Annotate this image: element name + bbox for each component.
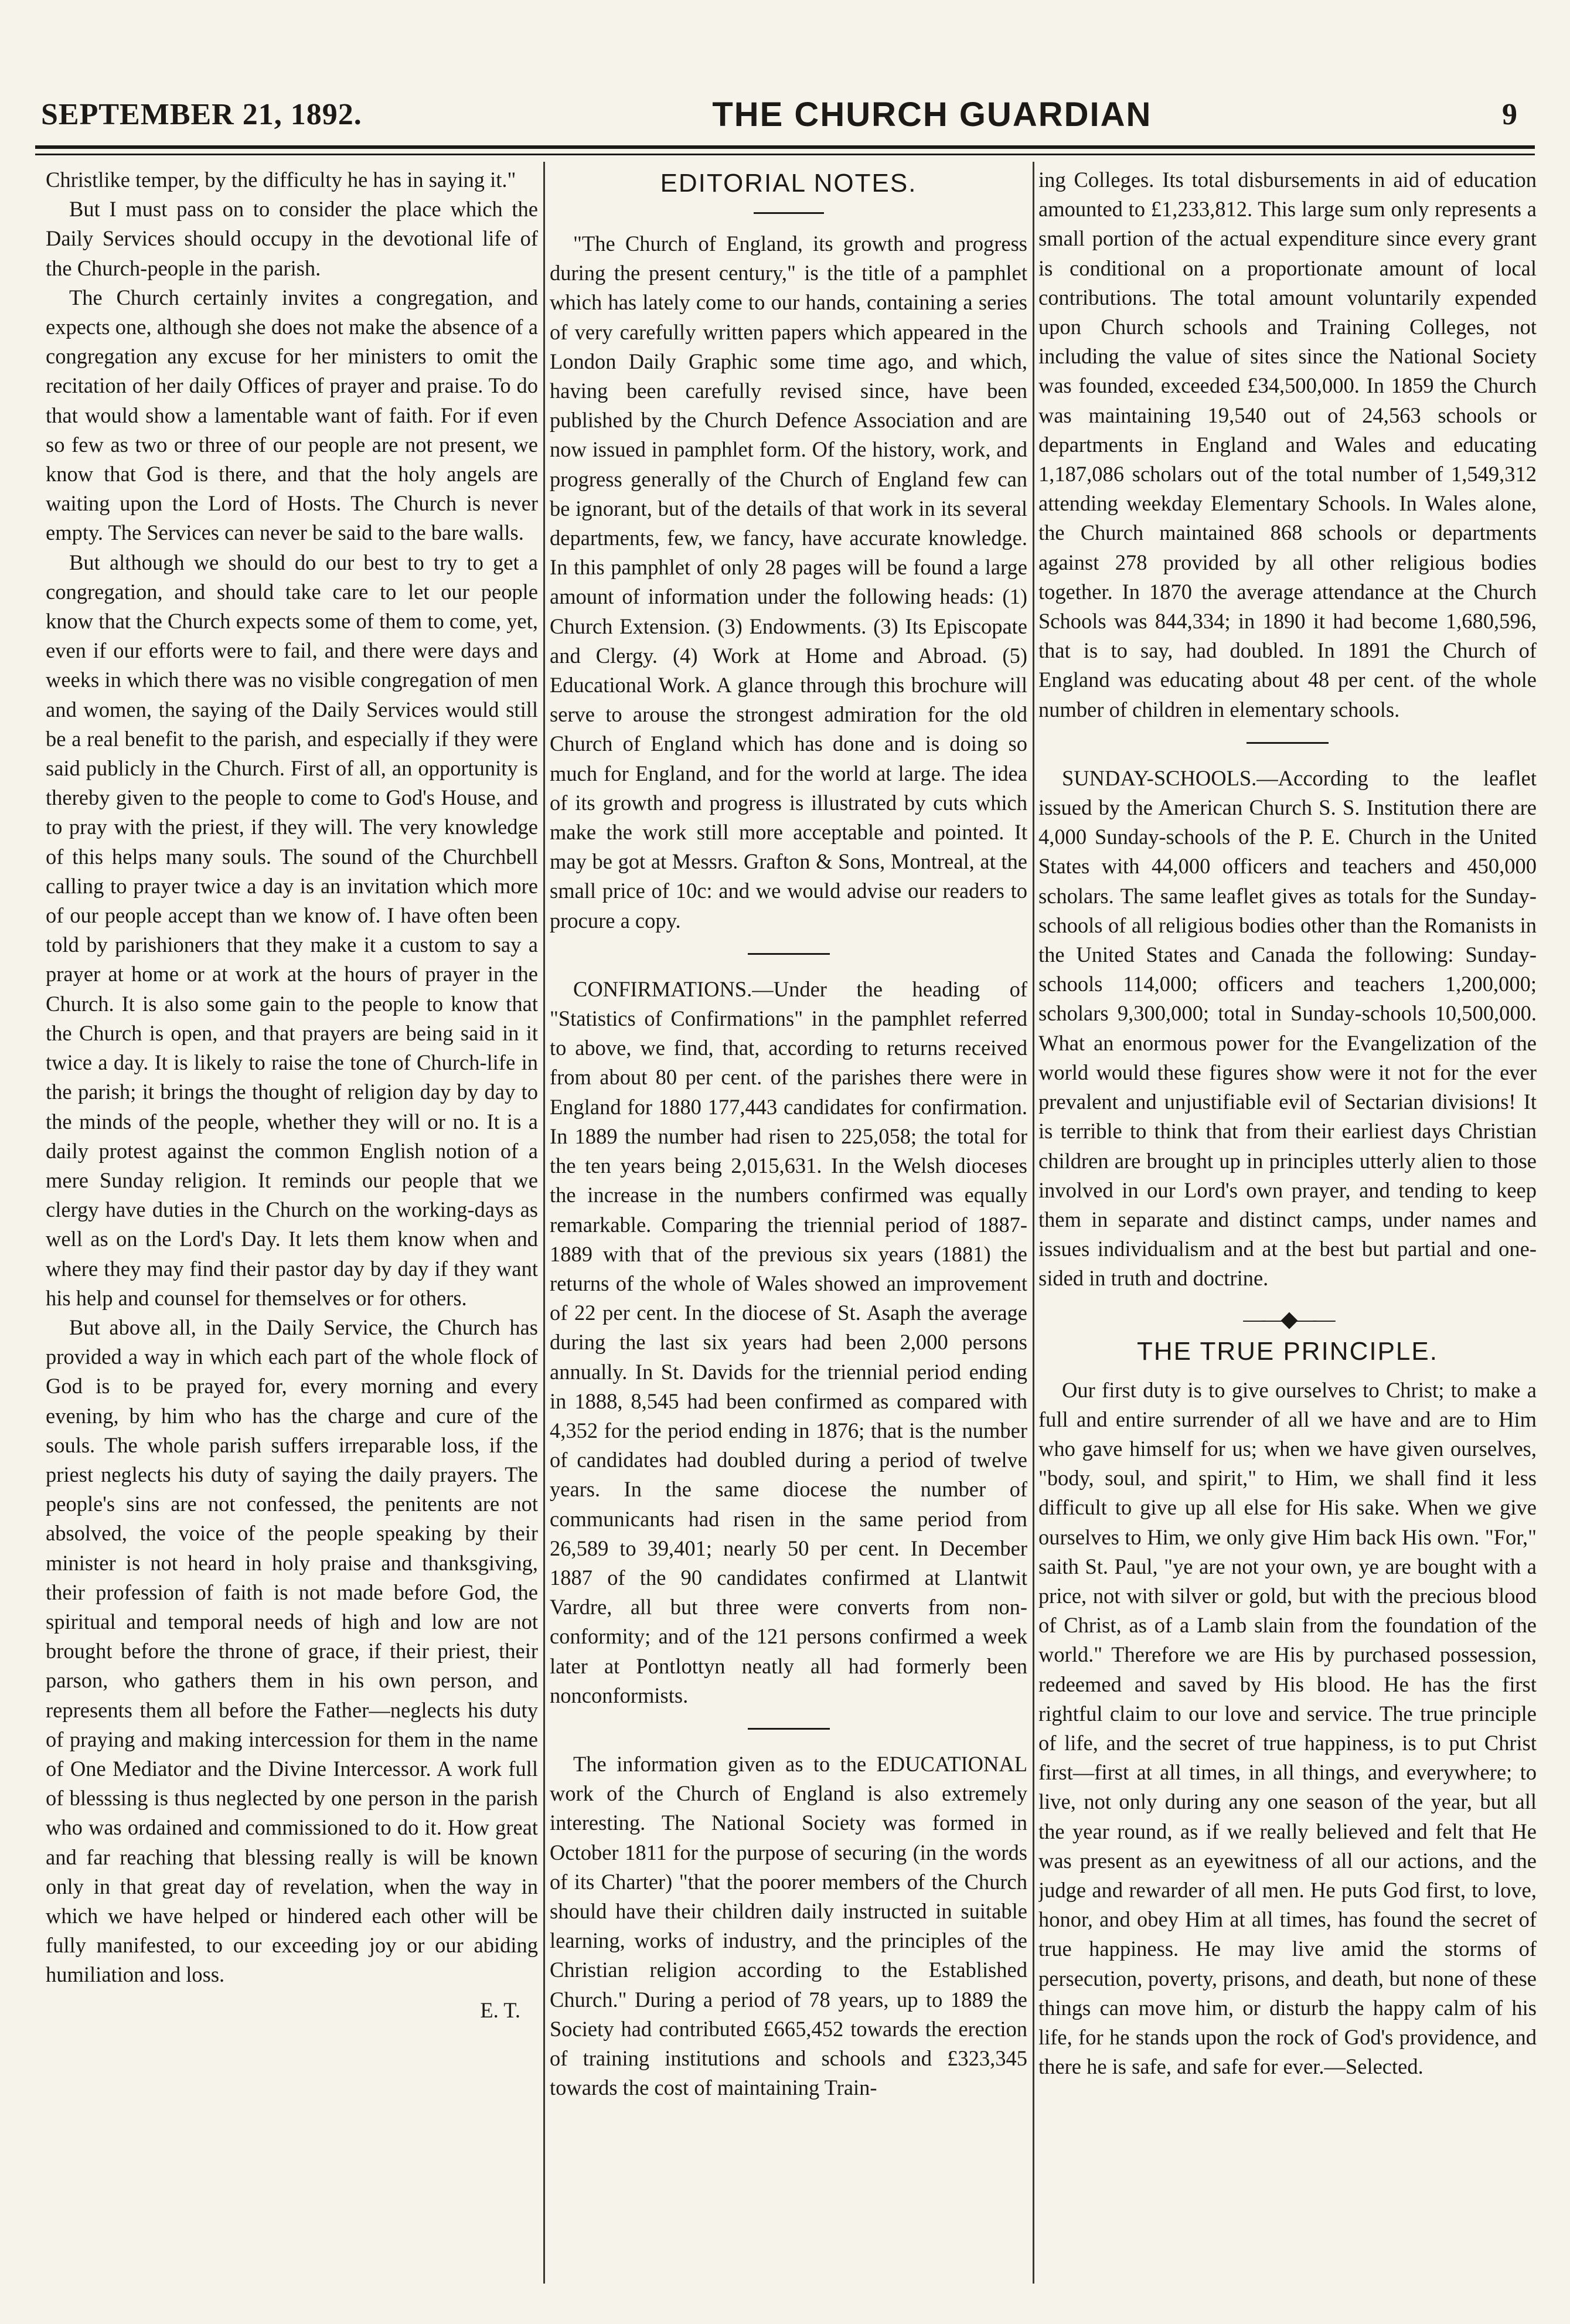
ornament-divider: ——◆——: [1243, 1306, 1332, 1332]
section-divider: [1247, 742, 1329, 744]
article-paragraph: ing Colleges. Its total disbursements in aid of education amounted to £1,233,812. This large sum only represents a small portion of the actual expenditure since every grant is conditional on a proportionate amount of local contributions. The total amount voluntarily expended upon Church schools and Training Colleges, not including the value of sites since the National Society was founded, exceeded £34,500,000. In 1859 the Church was maintaining 19,540 out of 24,563 schools or departments in England and Wales and educating 1,187,086 scholars out of the total number of 1,549,312 attending weekday Elementary Schools. In Wales alone, the Church maintained 868 schools or departments against 278 provided by all other religious bodies together. In 1870 the average attendance at the Church Schools was 844,334; in 1890 it had become 1,680,596, that is to say, had doubled. In 1891 the Church of England was educating about 48 per cent. of the whole number of children in elementary schools.: [1038, 168, 1537, 722]
article-paragraph: But I must pass on to consider the place which the Daily Services should occupy in the devotional life of the Church-people in the parish.: [46, 197, 538, 280]
article-paragraph: But above all, in the Daily Service, the Church has provided a way in which each part of the whole flock of God is to be prayed for, every morning and every evening, by him who has the charge and cure of the souls. The whole parish suffers irreparable loss, if the priest neglects his duty of saying the daily prayers. The people's sins are not confessed, the penitents are not absolved, the voice of the people speaking by their minister is not heard in holy praise and thanksgiving, their profession of faith is not made before God, the spiritual and temporal needs of high and low are not brought before the throne of grace, if their priest, their parson, who gathers them in his own person, and represents them all before the Father—neglects his duty of praying and making intercession for them in the name of One Mediator and the Divine Intercessor. A work full of blesssing is thus neglected by one person in the parish who was ordained and commissioned to do it. How great and far reaching that blessing really is will be known only in that great day of revelation, when the way in which we have helped or hindered each other will be fully manifested, to our exceeding joy or our abiding humiliation and loss.: [46, 1315, 538, 1987]
heading-rule: [754, 212, 824, 214]
page-number: 9: [1501, 97, 1517, 131]
column-left: [46, 165, 538, 2269]
editorial-paragraph: "The Church of England, its growth and progress during the present century," is the title of a pamphlet which has lately come to our hands, containing a series of very carefully written papers which appeared in the London Daily Graphic some time ago, and which, having been carefully revised since, have been published by the Church Defence Association and are now issued in pamphlet form. Of the history, work, and progress generally of the Church of England few can be ignorant, but of the details of that work in its several departments, few, we fancy, have accurate knowledge. In this pamphlet of only 28 pages will be found a large amount of information under the following heads: (1) Church Extension. (3) Endowments. (3) Its Episcopate and Clergy. (4) Work at Home and Abroad. (5) Educational Work. A glance through this brochure will serve to arouse the strongest admiration for the old Church of England which has done and is doing so much for England, and for the world at large. The idea of its growth and progress is illustrated by cuts which make the work still more acceptable and pointed. It may be got at Messrs. Grafton & Sons, Montreal, at the small price of 10c: and we would advise our readers to procure a copy.: [550, 232, 1027, 933]
column-middle: [550, 165, 1027, 2269]
editorial-notes-heading: EDITORIAL NOTES.: [660, 169, 917, 198]
author-signature: E. T.: [480, 1998, 520, 2022]
confirmations-paragraph: CONFIRMATIONS.—Under the heading of "Statistics of Confirmations" in the pamphlet referred to above, we find, that, according to returns received from about 80 per cent. of the parishes there were in England for 1880 177,443 candidates for confirmation. In 1889 the number had risen to 225,058; the total for the ten years being 2,015,631. In the Welsh dioceses the increase in the numbers confirmed was equally remarkable. Comparing the triennial period of 1887-1889 with that of the previous six years (1881) the returns of the whole of Wales showed an improvement of 22 per cent. In the diocese of St. Asaph the average during the last six years had been 2,000 persons annually. In St. Davids for the triennial period ending in 1888, 8,545 had been confirmed as compared with 4,352 for the period ending in 1876; that is the number of candidates had doubled during a period of twelve years. In the same diocese the number of communicants had risen in the same period from 26,589 to 39,401; nearly 50 per cent. In December 1887 of the 90 candidates confirmed at Llantwit Vardre, all but three were converts from non-conformity; and of the 121 persons confirmed a week later at Pontlottyn neatly all had formerly been nonconformists.: [550, 976, 1027, 1707]
column-right: [1038, 165, 1537, 2269]
article-paragraph: Christlike temper, by the difficulty he has in saying it.": [46, 168, 516, 192]
educational-paragraph: The information given as to the EDUCATIONAL work of the Church of England is also extremely interesting. The National Society was formed in October 1811 for the purpose of securing (in the words of its Charter) "that the poorer members of the Church should have their children daily instructed in suitable learning, works of industry, and the principles of the Christian religion according to the Established Church." During a period of 78 years, up to 1889 the Society had contributed £665,452 towards the erection of training institutions and schools and £323,345 towards the cost of maintaining Train-: [550, 1751, 1027, 2100]
column-divider-1: [543, 162, 545, 2284]
true-principle-heading: THE TRUE PRINCIPLE.: [1137, 1336, 1438, 1366]
header-rule: [35, 145, 1535, 149]
section-divider: [748, 1728, 830, 1730]
issue-date: SEPTEMBER 21, 1892.: [41, 97, 362, 131]
masthead-title: THE CHURCH GUARDIAN: [712, 95, 1152, 134]
article-paragraph: But although we should do our best to try to get a congregation, and should take care to let our people know that the Church expects some of them to come, yet, even if our efforts were to fail, and there were days and weeks in which there was no visible congregation of men and women, the saying of the Daily Services would still be a real benefit to the parish, and especially if they were said publicly in the Church. First of all, an opportunity is thereby given to the people to come to God's House, and to pray with the priest, if they will. The very knowledge of this helps many souls. The sound of the Churchbell calling to prayer twice a day is an invitation which more of our people accept than we know of. I have often been told by parishioners that they make it a custom to say a prayer at home or at work at the hours of prayer in the Church. It is also some gain to the people to know that the Church is open, and that prayers are being said in it twice a day. It is likely to raise the tone of Church-life in the parish; it brings the thought of religion day by day to the minds of the people, whether they will or no. It is a daily protest against the common English notion of a mere Sunday religion. It reminds our people that we clergy have duties in the Church on the working-days as well as on the Lord's Day. It lets them know when and where they may find their pastor day by day if they want his help and counsel for themselves or for others.: [46, 550, 538, 1310]
page-header: [41, 88, 1529, 141]
article-paragraph: The Church certainly invites a congregation, and expects one, although she does not make the absence of a congregation any excuse for her ministers to omit the recitation of her daily Offices of prayer and praise. To do that would show a lamentable want of faith. For if even so few as two or three of our people are not present, we know that God is there, and that the holy angels are waiting upon the Lord of Hosts. The Church is never empty. The Services can never be said to the bare walls.: [46, 285, 538, 545]
section-divider: [748, 953, 830, 955]
header-rule-thin: [35, 154, 1535, 155]
column-divider-2: [1033, 162, 1034, 2284]
true-principle-paragraph: Our first duty is to give ourselves to Christ; to make a full and entire surrender of all we have and are to Him who gave himself for us; when we have given ourselves, "body, soul, and spirit," to Him, we shall find it less difficult to give up all else for His sake. When we give ourselves to Him, we only give Him back His own. "For," saith St. Paul, "ye are not your own, ye are bought with a price, not with silver or gold, but with the precious blood of Christ, as of a Lamb slain from the foundation of the world." Therefore we are His by purchased possession, redeemed and saved by His blood. He has the first rightful claim to our love and service. The true principle of life, and the secret of true happiness, is to put Christ first—first at all times, in all things, and everywhere; to live, not only during any one season of the year, but all the year round, as if we really believed and felt that He was present as an eyewitness of all our actions, and the judge and rewarder of all men. He puts God first, to love, honor, and obey Him at all times, has found the secret of true happiness. He may live amid the storms of persecution, poverty, prisons, and death, but none of these things can move him, or disturb the happy calm of his life, for he stands upon the rock of God's providence, and there he is safe, and safe for ever.—Selected.: [1038, 1377, 1537, 2079]
sunday-schools-paragraph: SUNDAY-SCHOOLS.—According to the leaflet issued by the American Church S. S. Institution there are 4,000 Sunday-schools of the P. E. Church in the United States with 44,000 officers and teachers and 450,000 scholars. The same leaflet gives as totals for the Sunday-schools of all religious bodies other than the Romanists in the United States and Canada the following: Sunday-schools 114,000; officers and teachers 1,200,000; scholars 9,300,000; total in Sunday-schools 10,500,000. What an enormous power for the Evangelization of the world would these figures show were it not for the ever prevalent and unjustifiable evil of Sectarian divisions! It is terrible to think that from their earliest days Christian children are brought up in principles utterly alien to those involved in our Lord's own prayer, and tending to keep them in separate and distinct camps, under names and issues individualism and at the best but partial and one-sided in truth and doctrine.: [1038, 765, 1537, 1291]
